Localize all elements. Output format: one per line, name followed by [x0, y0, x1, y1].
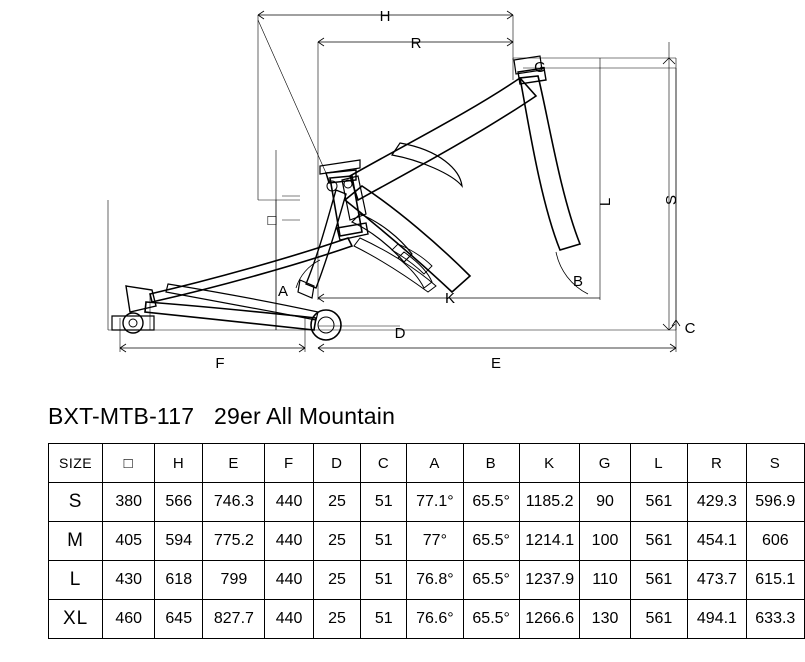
cell-d: 25	[313, 483, 361, 522]
table-header-cell-c: C	[361, 444, 407, 483]
row-size-label: L	[49, 561, 103, 600]
cell-s: 596.9	[746, 483, 804, 522]
row-size-label: S	[49, 483, 103, 522]
label-E: E	[490, 355, 502, 372]
label-D: D	[394, 325, 406, 342]
cell-c: 51	[361, 483, 407, 522]
cell-e: 799	[203, 561, 265, 600]
label-G: G	[534, 59, 546, 76]
table-header-row	[49, 444, 805, 483]
table-header-cell-size: SIZE	[49, 444, 103, 483]
cell-g: 90	[580, 483, 630, 522]
cell-k: 1185.2	[519, 483, 580, 522]
table-row	[49, 522, 805, 561]
cell-square: 405	[103, 522, 155, 561]
label-C: C	[684, 320, 696, 337]
table-header-cell-s: S	[746, 444, 804, 483]
cell-r: 473.7	[688, 561, 746, 600]
cell-square: 460	[103, 600, 155, 639]
cell-g: 130	[580, 600, 630, 639]
cell-k: 1214.1	[519, 522, 580, 561]
table-header-cell-r: R	[688, 444, 746, 483]
table-header-cell-b: B	[463, 444, 519, 483]
cell-r: 494.1	[688, 600, 746, 639]
cell-r: 454.1	[688, 522, 746, 561]
table-header-cell-h: H	[155, 444, 203, 483]
table-header-cell-k: K	[519, 444, 580, 483]
cell-g: 110	[580, 561, 630, 600]
cell-b: 65.5°	[463, 561, 519, 600]
cell-square: 430	[103, 561, 155, 600]
cell-d: 25	[313, 522, 361, 561]
cell-c: 51	[361, 522, 407, 561]
cell-g: 100	[580, 522, 630, 561]
seat-tube	[520, 76, 580, 250]
label-S: S	[663, 194, 680, 206]
table-row	[49, 561, 805, 600]
top-tube	[350, 78, 536, 200]
cell-e: 775.2	[203, 522, 265, 561]
cell-f: 440	[265, 522, 313, 561]
cell-a: 77°	[407, 522, 463, 561]
table-header-cell-g: G	[580, 444, 630, 483]
label-H: H	[379, 8, 391, 25]
row-size-label: M	[49, 522, 103, 561]
label-R: R	[410, 35, 422, 52]
top-tube-gusset	[392, 143, 462, 186]
label-A: A	[277, 283, 289, 300]
cell-h: 618	[155, 561, 203, 600]
cell-l: 561	[630, 600, 688, 639]
seatstay	[150, 238, 352, 302]
rear-axle-bracket	[112, 316, 154, 330]
table-header-cell-a: A	[407, 444, 463, 483]
label-K: K	[444, 290, 456, 307]
cell-c: 51	[361, 561, 407, 600]
cell-k: 1266.6	[519, 600, 580, 639]
cell-k: 1237.9	[519, 561, 580, 600]
label-B: B	[572, 273, 584, 290]
cell-e: 746.3	[203, 483, 265, 522]
cell-b: 65.5°	[463, 600, 519, 639]
table-header-cell-l: L	[630, 444, 688, 483]
cell-l: 561	[630, 561, 688, 600]
row-size-label: XL	[49, 600, 103, 639]
cell-l: 561	[630, 483, 688, 522]
cell-f: 440	[265, 561, 313, 600]
cell-a: 76.6°	[407, 600, 463, 639]
cell-d: 25	[313, 561, 361, 600]
cell-e: 827.7	[203, 600, 265, 639]
label-F: F	[215, 355, 225, 372]
table-header-cell-e: E	[203, 444, 265, 483]
cell-l: 561	[630, 522, 688, 561]
cell-h: 566	[155, 483, 203, 522]
table-header-cell-square: □	[103, 444, 155, 483]
label-square: □	[267, 212, 277, 229]
geometry-spec-table	[48, 443, 805, 639]
cell-r: 429.3	[688, 483, 746, 522]
page-title: BXT-MTB-117 29er All Mountain	[48, 403, 396, 429]
cell-h: 645	[155, 600, 203, 639]
cell-d: 25	[313, 600, 361, 639]
guide-line-head-angle	[258, 20, 330, 182]
cell-s: 606	[746, 522, 804, 561]
cell-a: 76.8°	[407, 561, 463, 600]
cell-f: 440	[265, 483, 313, 522]
table-row	[49, 483, 805, 522]
table-header-cell-f: F	[265, 444, 313, 483]
cell-c: 51	[361, 600, 407, 639]
label-L: L	[597, 197, 614, 207]
cell-h: 594	[155, 522, 203, 561]
cell-s: 633.3	[746, 600, 804, 639]
cell-a: 77.1°	[407, 483, 463, 522]
cell-square: 380	[103, 483, 155, 522]
cell-b: 65.5°	[463, 483, 519, 522]
cell-f: 440	[265, 600, 313, 639]
table-row	[49, 600, 805, 639]
table-header-cell-d: D	[313, 444, 361, 483]
cell-b: 65.5°	[463, 522, 519, 561]
cell-s: 615.1	[746, 561, 804, 600]
